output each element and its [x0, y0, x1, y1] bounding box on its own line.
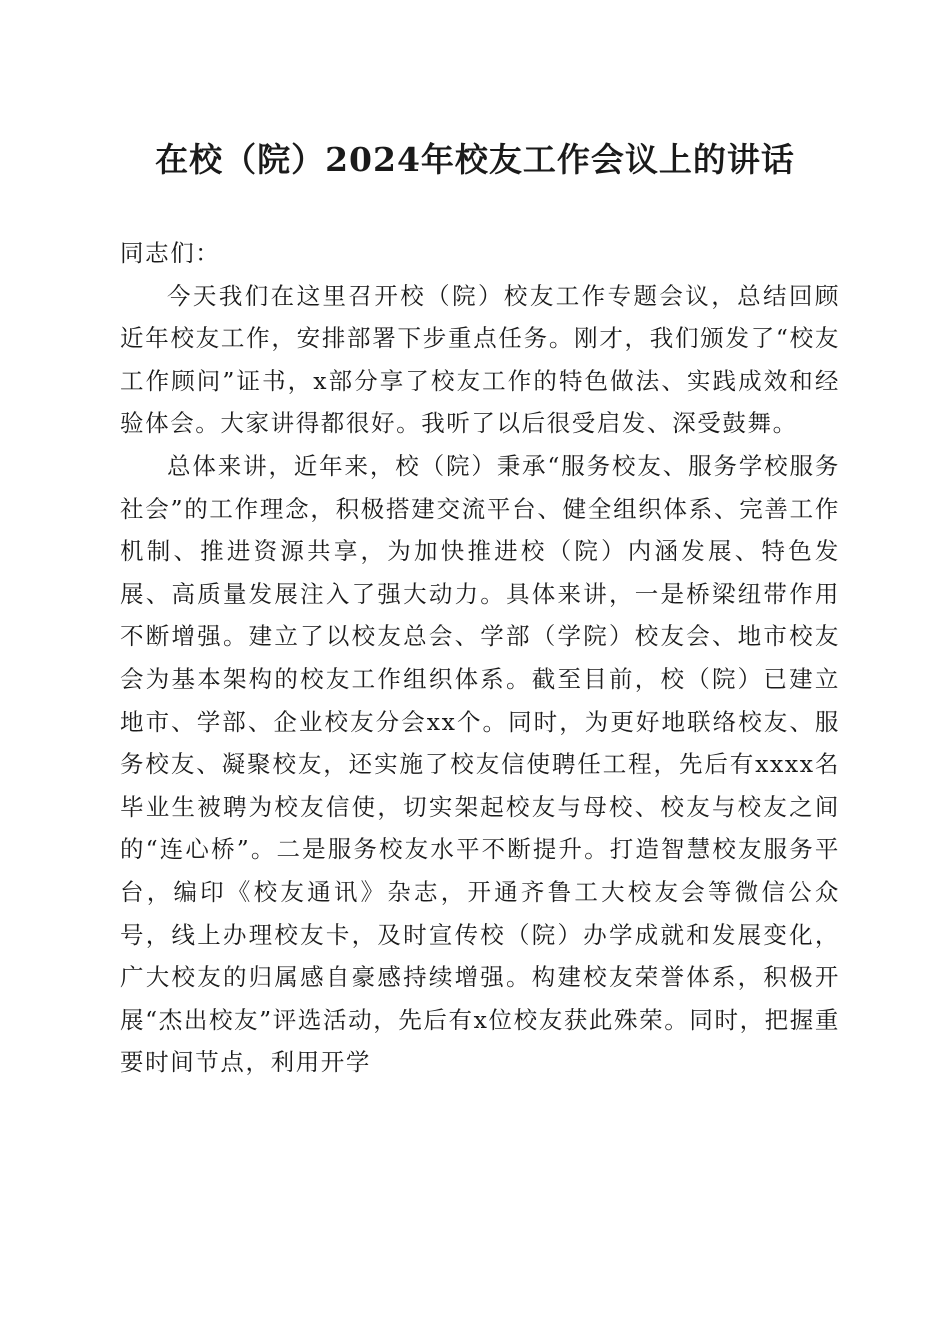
salutation: 同志们： — [120, 239, 221, 267]
document-title: 在校（院）2024年校友工作会议上的讲话 — [155, 140, 795, 179]
paragraph-opening: 今天我们在这里召开校（院）校友工作专题会议，总结回顾近年校友工作，安排部署下步重点任务。刚才，我们颁发了“校友工作顾问”证书，x部分享了校友工作的特色做法、实践成效和经验体会。大家讲得都很好。我听了以后很受启发、深受鼓舞。 — [120, 281, 840, 438]
paragraph-summary: 总体来讲，近年来，校（院）秉承“服务校友、服务学校服务社会”的工作理念，积极搭建交流平台、健全组织体系、完善工作机制、推进资源共享，为加快推进校（院）内涵发展、特色发展、高质量发展注入了强大动力。具体来讲，一是桥梁纽带作用不断增强。建立了以校友总会、学部（学院）校友会、地市校友会为基本架构的校友工作组织体系。截至目前，校（院）已建立地市、学部、企业校友分会xx个。同时，为更好地联络校友、服务校友、凝聚校友，还实施了校友信使聘任工程，先后有xxxx名毕业生被聘为校友信使，切实架起校友与母校、校友与校友之间的“连心桥”。二是服务校友水平不断提升。打造智慧校友服务平台，编印《校友通讯》杂志，开通齐鲁工大校友会等微信公众号，线上办理校友卡，及时宣传校（院）办学成就和发展变化，广大校友的归属感自豪感持续增强。构建校友荣誉体系，积极开展“杰出校友”评选活动，先后有x位校友获此殊荣。同时，把握重要时间节点，利用开学 — [120, 451, 840, 1077]
document-body — [120, 232, 840, 1084]
